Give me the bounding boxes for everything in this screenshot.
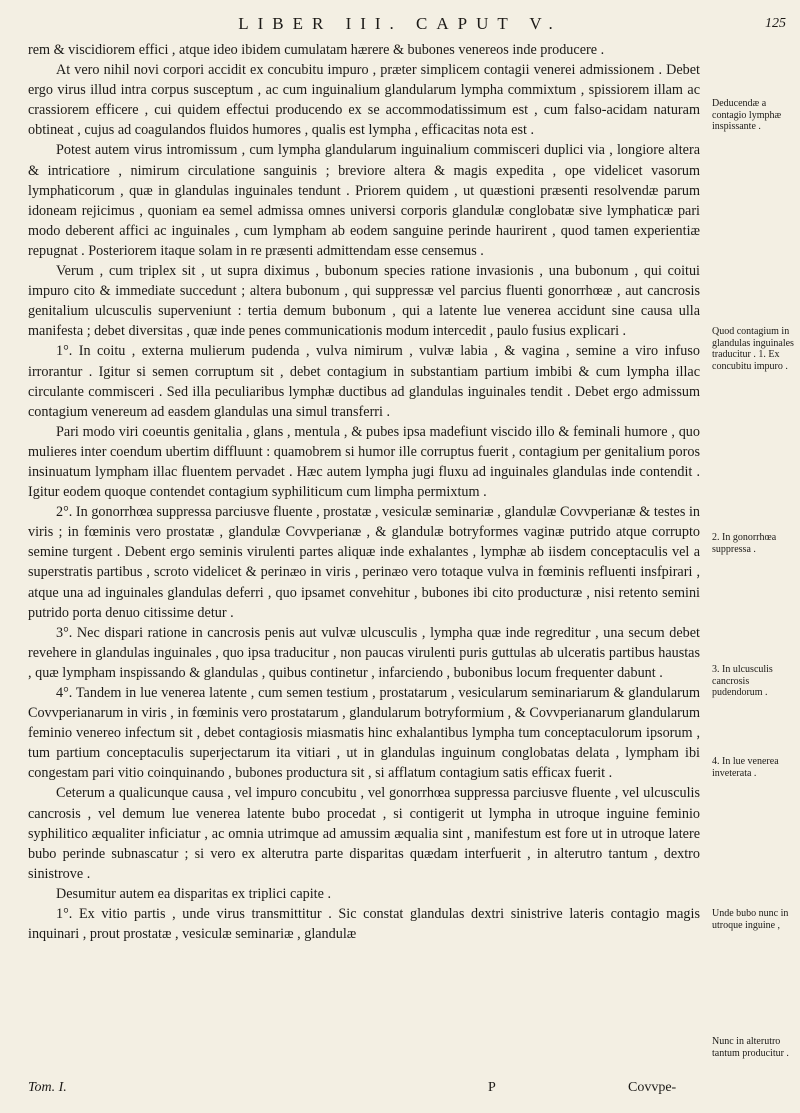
paragraph: At vero nihil novi corpori accidit ex concubitu impuro , præter simplicem contagii venerei admissionem . Debet ergo virus illud intra corpus susceptum , ac cum inguinalium glandularum lympha commixtum , spissiorem illam ac crassiorem efficere , cui quidem effectui producendo ex se accommodatissimum est , cum falso-acidam naturam obtineat , cujus ad coagulandos fluidos humores , qualis est lympha , efficacitas nota est . xyxy=(28,62,700,139)
margin-note: 2. In gonorrhœa suppressa . xyxy=(712,532,777,555)
volume-label: Tom. I. xyxy=(28,1080,67,1095)
paragraph: Pari modo viri coeuntis genitalia , glans , mentula , & pubes ipsa madefiunt viscido illo & feminali humore , quo mulieres inter coendum ubertim diffluunt : quamobrem si humor ille corruptus fuerit , contagium per genitalium poros insinuatum lympham illac fluentem pervadet . Hæc autem lympha jugi fluxu ad inguinales glandulas inde contendit . Igitur eodem quoque contendet contagium syphiliticum cum limpha permixtum . xyxy=(28,423,700,501)
margin-note: Nunc in alterutro tantum producitur . xyxy=(712,1036,789,1059)
page-number: 125 xyxy=(765,16,786,31)
page-footer xyxy=(28,1080,788,1104)
paragraph: 4°. Tandem in lue venerea latente , cum semen testium , prostatarum , vesicularum seminariarum & glandularum Covvperianarum in viris , in fœminis vero prostatarum , glandularum botryformium , & Covvperianarum glandularum feminio venereo infectum sit , debet contagiosis miasmatis hinc exhalantibus lympha tum conceptaculorum ipsorum , tum partium conceptaculis superjectarum ita vitiari , ut in glandulas inguinum conglobatas delata , lympham ibi congestam pari vitio coinquinando , bubones productura sit , si afflatum contagium satis efficax fuerit . xyxy=(28,685,700,782)
running-title: LIBER III. CAPUT V. xyxy=(238,14,562,33)
margin-note: Quod contagium in glandulas inguinales traducitur . 1. Ex concubitu impuro . xyxy=(712,326,794,372)
margin-note: 3. In ulcusculis cancrosis pudendorum . xyxy=(712,664,773,698)
paragraph: Ceterum a qualicunque causa , vel impuro concubitu , vel gonorrhœa suppressa parciusve fluente , vel ulcusculis cancrosis , vel demum lue venerea latente bubo procedat , si contigerit ut lympha in utroque inguine feminio syphilitico æqualiter inficiatur , ac omnia utrimque ad amussim æqualia sint , manifestum est fore ut in utroque latere bubo perinde subnascatur ; si vero ex alterutra parte disparitas quædam interfuerit , in alterutro tantum , dextro sinistrove . xyxy=(28,785,700,882)
margin-notes xyxy=(712,0,796,1113)
signature-mark: P xyxy=(488,1080,496,1095)
paragraph: 3°. Nec dispari ratione in cancrosis penis aut vulvæ ulcusculis , lympha quæ inde regreditur , una secum debet revehere in glandulas inguinales , quo ipsa traducitur , non paucas virulenti puris guttulas ab ulceratis partibus haustas , quæ lympham inspissando & glandulas , quibus continetur , infarciendo , bubonibus locum frequenter dabunt . xyxy=(28,624,700,681)
catchword: Covvpe- xyxy=(628,1080,677,1095)
margin-note: Unde bubo nunc in utroque inguine , xyxy=(712,908,789,931)
main-text xyxy=(28,40,700,944)
margin-note: Deducendæ a contagio lymphæ inspissante . xyxy=(712,98,782,132)
paragraph: 1°. In coitu , externa mulierum pudenda , vulva nimirum , vulvæ labia , & vagina , semine a viro infuso irrorantur . Igitur si semen corruptum sit , debet contagium in substantiam partium imbibi & cum lympha illac circulante commisceri . Sed illa peculiaribus lymphæ ductibus ad glandulas inguinales tendit . Debet ergo admissum contagium venereum ad easdem glandulas una simul transferri . xyxy=(28,343,700,420)
paragraph: 1°. Ex vitio partis , unde virus transmittitur . Sic constat glandulas dextri sinistrive lateris contagio magis inquinari , prout prostatæ , vesiculæ seminariæ , glandulæ xyxy=(28,906,700,943)
paragraph: rem & viscidiorem effici , atque ideo ibidem cumulatam hærere & bubones venereos inde producere . xyxy=(28,42,605,58)
paragraph: Desumitur autem ea disparitas ex triplici capite . xyxy=(56,885,331,902)
paragraph: Verum , cum triplex sit , ut supra diximus , bubonum species ratione invasionis , una bubonum , qui coitui impuro cito & immediate succedunt ; altera bubonum , qui suppressæ vel parcius fluenti gonorrhœæ , aut cancrosis genitalium ulcusculis superveniunt : tertia demum bubonum , qui a latente lue venerea accidunt sine causa ulla manifesta ; debet diversitas , quæ inde penes communicationis modum intercedit , paulo fusius explicari . xyxy=(28,263,700,340)
paragraph: Potest autem virus intromissum , cum lympha glandularum inguinalium commisceri duplici via , longiore altera & intricatiore , nimirum circulatione sanguinis ; breviore altera & magis expedita , ope videlicet vasorum lymphaticorum , quæ in glandulas inguinales tendunt . Priorem quidem , ut quæstioni præsenti resolvendæ parum idoneam rejicimus , quoniam ea semel admissa omnes universi corporis glandulæ conglobatæ sive lymphaticæ pari modo deberent affici ac inguinales , cum lympham ab eodem sanguine perinde haurirent , quod tamen experientiæ repugnat . Posteriorem itaque solam in re præsenti admittendam esse censemus . xyxy=(28,142,700,259)
margin-note: 4. In lue venerea inveterata . xyxy=(712,756,779,779)
paragraph: 2°. In gonorrhœa suppressa parciusve fluente , prostatæ , vesiculæ seminariæ , glandulæ Covvperianæ & testes in viris ; in fœminis vero prostatæ , glandulæ Covvperianæ , & glandulæ botryformes vaginæ putrido atque corrupto semine turgent . Debent ergo seminis virulenti partes aliquæ inde exhalantes , lymphæ ab iisdem conceptaculis vel a superstratis partibus , scroto videlicet & perinæo in viris , perinæo vero totaque vulva in fœminis refluenti insfpirari , atque una ad inguinales glandulas deferri , quo ipsamet convehitur , bubones ibi cito producturæ , nisi retento semini putrido porta denuo citissime detur . xyxy=(28,504,700,621)
